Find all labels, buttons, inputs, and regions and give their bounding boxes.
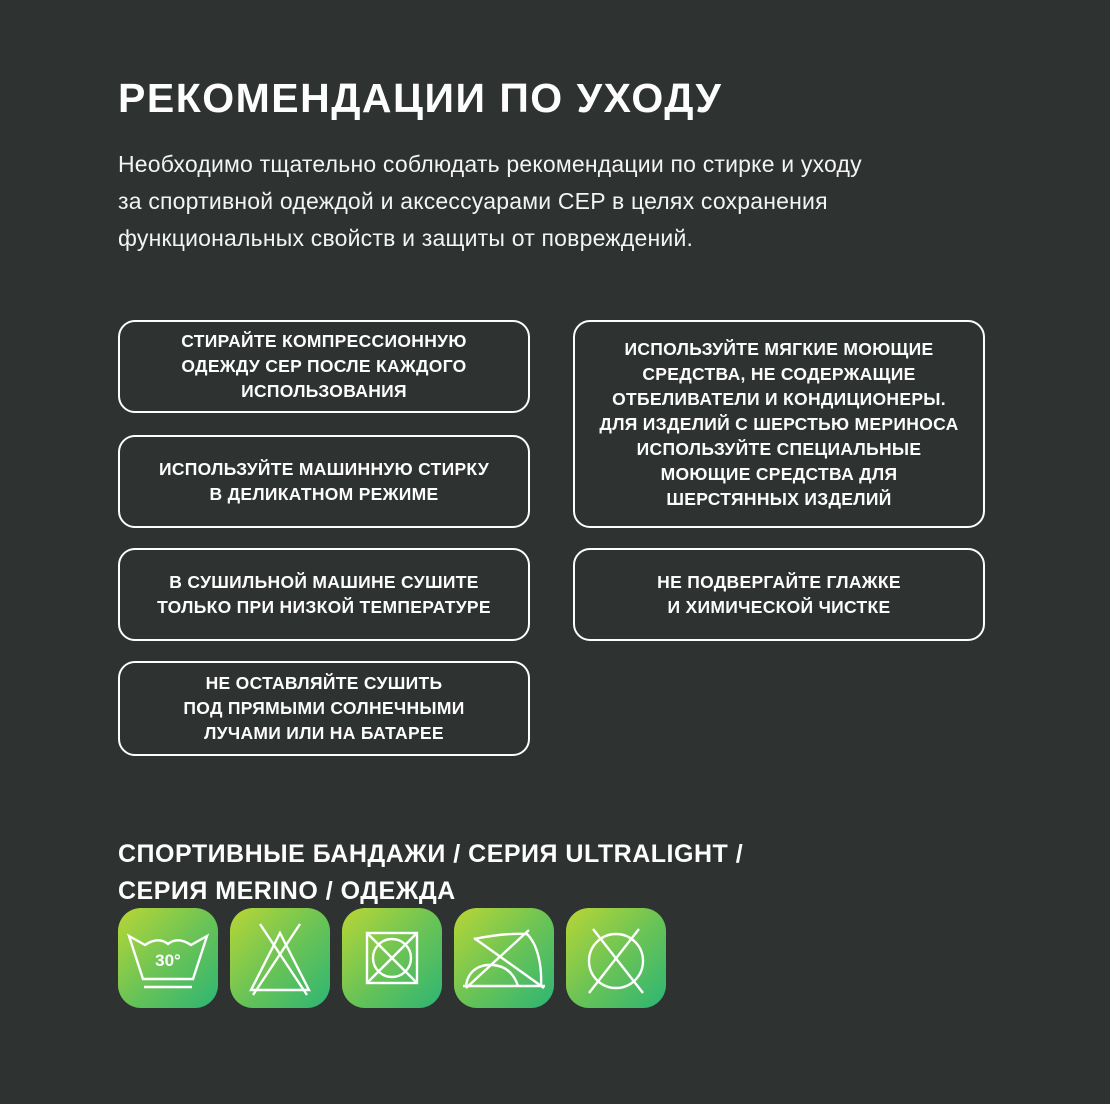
care-box-text: ИСПОЛЬЗУЙТЕ МАШИННУЮ СТИРКУ В ДЕЛИКАТНОМ РЕЖИМЕ xyxy=(158,458,490,504)
intro-text: Необходимо тщательно соблюдать рекомендации по стирке и уходу за спортивной одеждой и аксессуарами CEP в целях сохранения функциональных свойств и защиты от повреждений. xyxy=(118,151,862,251)
care-box-machine-wash-delicate xyxy=(118,435,530,528)
care-box-no-ironing-dry-cleaning xyxy=(573,548,985,641)
series-heading: СПОРТИВНЫЕ БАНДАЖИ / СЕРИЯ ULTRALIGHT / СЕРИЯ MERINO / ОДЕЖДА xyxy=(118,840,744,905)
do-not-tumble-dry-icon xyxy=(342,908,442,1008)
do-not-dry-clean-icon xyxy=(566,908,666,1008)
care-box-text: ИСПОЛЬЗУЙТЕ МЯГКИЕ МОЮЩИЕ СРЕДСТВА, НЕ СОДЕРЖАЩИЕ ОТБЕЛИВАТЕЛИ И КОНДИЦИОНЕРЫ. ДЛЯ ИЗДЕЛИЙ С ШЕРСТЬЮ МЕРИНОСА ИСПОЛЬЗУЙТЕ СПЕЦИАЛЬНЫЕ МОЮЩИЕ СРЕДСТВА ДЛЯ ШЕРСТЯННЫХ ИЗДЕЛИЙ xyxy=(599,338,959,509)
care-box-mild-detergents xyxy=(573,320,985,528)
care-box-no-direct-sunlight xyxy=(118,661,530,756)
care-box-text: СТИРАЙТЕ КОМПРЕССИОННУЮ ОДЕЖДУ CEP ПОСЛЕ КАЖДОГО ИСПОЛЬЗОВАНИЯ xyxy=(181,331,467,401)
page-title: РЕКОМЕНДАЦИИ ПО УХОДУ xyxy=(118,75,723,121)
care-box-wash-after-use xyxy=(118,320,530,413)
care-box-text: В СУШИЛЬНОЙ МАШИНЕ СУШИТЕ ТОЛЬКО ПРИ НИЗКОЙ ТЕМПЕРАТУРЕ xyxy=(157,571,491,617)
care-box-text: НЕ ОСТАВЛЯЙТЕ СУШИТЬ ПОД ПРЯМЫМИ СОЛНЕЧНЫМИ ЛУЧАМИ ИЛИ НА БАТАРЕЕ xyxy=(183,673,465,743)
wash-30-icon xyxy=(118,908,218,1008)
care-box-dry-low-temperature xyxy=(118,548,530,641)
do-not-iron-icon xyxy=(454,908,554,1008)
do-not-bleach-icon xyxy=(230,908,330,1008)
care-box-text: НЕ ПОДВЕРГАЙТЕ ГЛАЖКЕ И ХИМИЧЕСКОЙ ЧИСТКЕ xyxy=(657,571,901,617)
laundry-icons-row xyxy=(118,908,666,1008)
wash-temperature-label: 30° xyxy=(155,951,181,970)
